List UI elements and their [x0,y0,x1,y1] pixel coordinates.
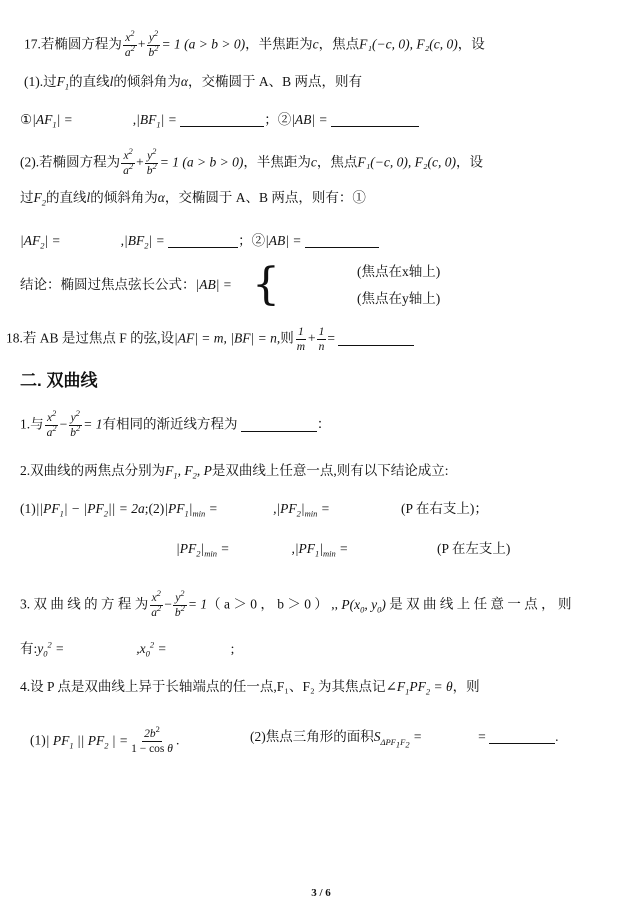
hyperbola-q4-part2: (2)焦点三角形的面积$S_{\Delta PF_1F_2}$ = = . [250,729,559,750]
left-branch-note: (P 在左支上) [437,541,511,556]
q17-part1-answers: $①|AF_1| = ,|BF_1|$ = ；②|AB| = [20,111,419,129]
answer-blank[interactable] [241,417,317,432]
answer-blank[interactable] [338,331,414,346]
q17-part2-intro: (2).若椭圆方程为 $\frac{x^2}{a^2}$ + $\frac{y^2}{b^2}$ = 1 (a > b > 0)，半焦距为c，焦点F₁(−c, 0), F₂(c, 0)，设 [20,146,484,177]
q17-part1-intro: (1).过$F_1$的直线l的倾斜角为α，交椭圆于 A、B 两点，则有 [24,74,362,92]
q17-part2-line2: 过$F_2$的直线l的倾斜角为α，交椭圆于 A、B 两点，则有：① [20,190,366,208]
answer-blank[interactable] [180,112,264,127]
case-x-axis: (焦点在x轴上) [357,264,441,279]
q17-intro: 17.若椭圆方程为 $\frac{x^2}{a^2}$ + $\frac{y^2}{b^2}$ = 1 (a > b > 0)，半焦距为c，焦点F₁(−c, 0), F₂(c, 0)，设 [24,28,485,59]
hyperbola-q3-answers: 有$:y_0^2 = ,x_0^2$ = ; [20,639,235,659]
q17-conclusion: 结论：椭圆过焦点弦长公式：|AB| = [20,277,232,292]
case-y-axis: (焦点在y轴上) [357,291,441,306]
answer-blank[interactable] [331,112,419,127]
left-brace: { [252,259,280,310]
answer-blank[interactable] [305,233,379,248]
hyperbola-q2-left: $|PF_2|_{min} = ,|PF_1|_{min}$ = [176,541,349,559]
hyperbola-q4: 4.设 P 点是双曲线上异于长轴端点的任一点,F₁、F₂ 为其焦点记$\angle F_1PF_2 = \theta$，则 [20,679,480,697]
hyperbola-q1: 1.与 $\frac{x^2}{a^2}$ − $\frac{y^2}{b^2}$ = 1有相同的渐近线方程为 ： [20,408,331,439]
page-number: 3 / 6 [311,887,331,899]
hyperbola-q2: 2.双曲线的两焦点分别为$F_1$, $F_2$, P是双曲线上任意一点,则有以下结论成立: [20,463,449,481]
hyperbola-q4-part1: (1)| $PF_1$ || $PF_2$ | = $\frac{2b^2}{\text{1 − cos θ}}$ . [30,724,180,755]
right-branch-note: (P 在右支上)； [401,501,488,516]
q18: 18.若 AB 是过焦点 F 的弦,设|AF| = m, |BF| = n,则 $\frac{1}{m}$ + $\frac{1}{n}$ = [6,326,414,353]
section-title: 二. 双曲线 [20,371,98,390]
answer-blank[interactable] [168,233,238,248]
q17-part2-answers: $|AF_2| = ,|BF_2|$ = ；②|AB| = [20,232,379,250]
answer-blank[interactable] [489,729,555,744]
hyperbola-q2-right: $(1)||PF_1| - |PF_2||$ = $2a;(2)|PF_1|_{min} = ,|PF_2|_{min}$ = [20,501,330,519]
hyperbola-q3: 3. 双 曲 线 的 方 程 为 $\frac{x^2}{a^2}$ − $\frac{y^2}{b^2}$ = 1（ a ＞ 0 ， b ＞ 0 ） ,, $P(x_0$, $y_0$) 是 双 曲 线 上 任 意 一 点 ， 则 [20,588,572,619]
